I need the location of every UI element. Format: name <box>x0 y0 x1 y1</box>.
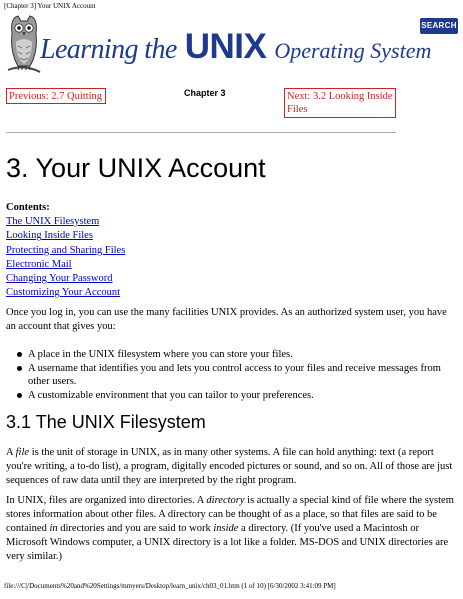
list-item-text: A username that identifies you and lets you control access to your files and receive messages from other users. <box>28 363 441 387</box>
owl-icon <box>6 12 42 78</box>
browser-header: [Chapter 3] Your UNIX Account <box>4 2 96 10</box>
toc-link-electronic-mail[interactable]: Electronic Mail <box>6 258 72 270</box>
toc-link-customizing-account[interactable]: Customizing Your Account <box>6 287 121 299</box>
next-link[interactable]: Next: 3.2 Looking Inside Files <box>284 88 396 118</box>
list-item-text: A place in the UNIX filesystem where you can store your files. <box>28 349 293 360</box>
search-button[interactable]: SEARCH <box>420 18 458 34</box>
section-title: 3.1 The UNIX Filesystem <box>6 412 206 432</box>
bullet-icon <box>17 352 22 357</box>
title-unix: UNIX <box>184 27 267 66</box>
list-item-text: A customizable environment that you can tailor to your preferences. <box>28 390 314 401</box>
chapter-label: Chapter 3 <box>184 88 226 98</box>
p1-text-a: A <box>6 447 16 458</box>
toc-link-protecting-sharing-files[interactable]: Protecting and Sharing Files <box>6 244 126 256</box>
p2-text-a: In UNIX, files are organized into directories. A <box>6 495 207 506</box>
toc-link-unix-filesystem[interactable]: The UNIX Filesystem <box>6 216 100 228</box>
p1-text-b: is the unit of storage in UNIX, as in many other systems. A file can hold anything: text (a report you're writing, a to-do list), a program, digitally encoded pictures or sound, and so on. All of those are just sequences of raw data until they are interpreted by the right program. <box>6 447 453 486</box>
p1-em-file: file <box>15 447 30 458</box>
title-learning-the: Learning the <box>40 34 177 65</box>
divider <box>6 132 396 133</box>
previous-link[interactable]: Previous: 2.7 Quitting <box>6 88 106 104</box>
toc-link-changing-password[interactable]: Changing Your Password <box>6 273 113 285</box>
directory-paragraph <box>6 494 458 564</box>
account-features-list <box>16 348 456 403</box>
bullet-icon <box>17 393 22 398</box>
file-paragraph <box>6 446 458 488</box>
contents-heading: Contents: <box>6 202 50 213</box>
list-item <box>16 348 456 361</box>
p2-em-inside: inside <box>213 523 239 534</box>
p2-text-c: directories and you are said to work <box>57 523 214 534</box>
contents-list <box>6 201 125 300</box>
toc-link-looking-inside-files[interactable]: Looking Inside Files <box>6 230 93 242</box>
title-operating-system: Operating System <box>274 38 432 63</box>
chapter-title: 3. Your UNIX Account <box>6 153 266 183</box>
p2-text-b: is actually a special kind of file where the system stores information about other files. A directory can be thought of as a place, so that files are said to be contained <box>6 495 454 534</box>
intro-paragraph: Once you log in, you can use the many facilities UNIX provides. As an authorized system user, you have an account that gives you: <box>6 307 447 332</box>
p2-em-directory: directory <box>206 495 245 506</box>
list-item <box>16 389 456 402</box>
banner <box>6 12 458 80</box>
browser-footer: file:///C|/Documents%20and%20Settings/mmyers/Desktop/learn_unix/ch03_01.htm (1 of 10) [6/30/2002 3:41:09 PM] <box>4 582 336 590</box>
bullet-icon <box>17 366 22 371</box>
p2-em-in: in <box>49 523 58 534</box>
p2-text-d: a directory. (If you've used a Macintosh or Microsoft Windows computer, a UNIX directory is a lot like a folder. MS-DOS and UNIX directories are very similar.) <box>6 523 449 562</box>
book-title <box>40 27 431 67</box>
list-item <box>16 362 456 388</box>
